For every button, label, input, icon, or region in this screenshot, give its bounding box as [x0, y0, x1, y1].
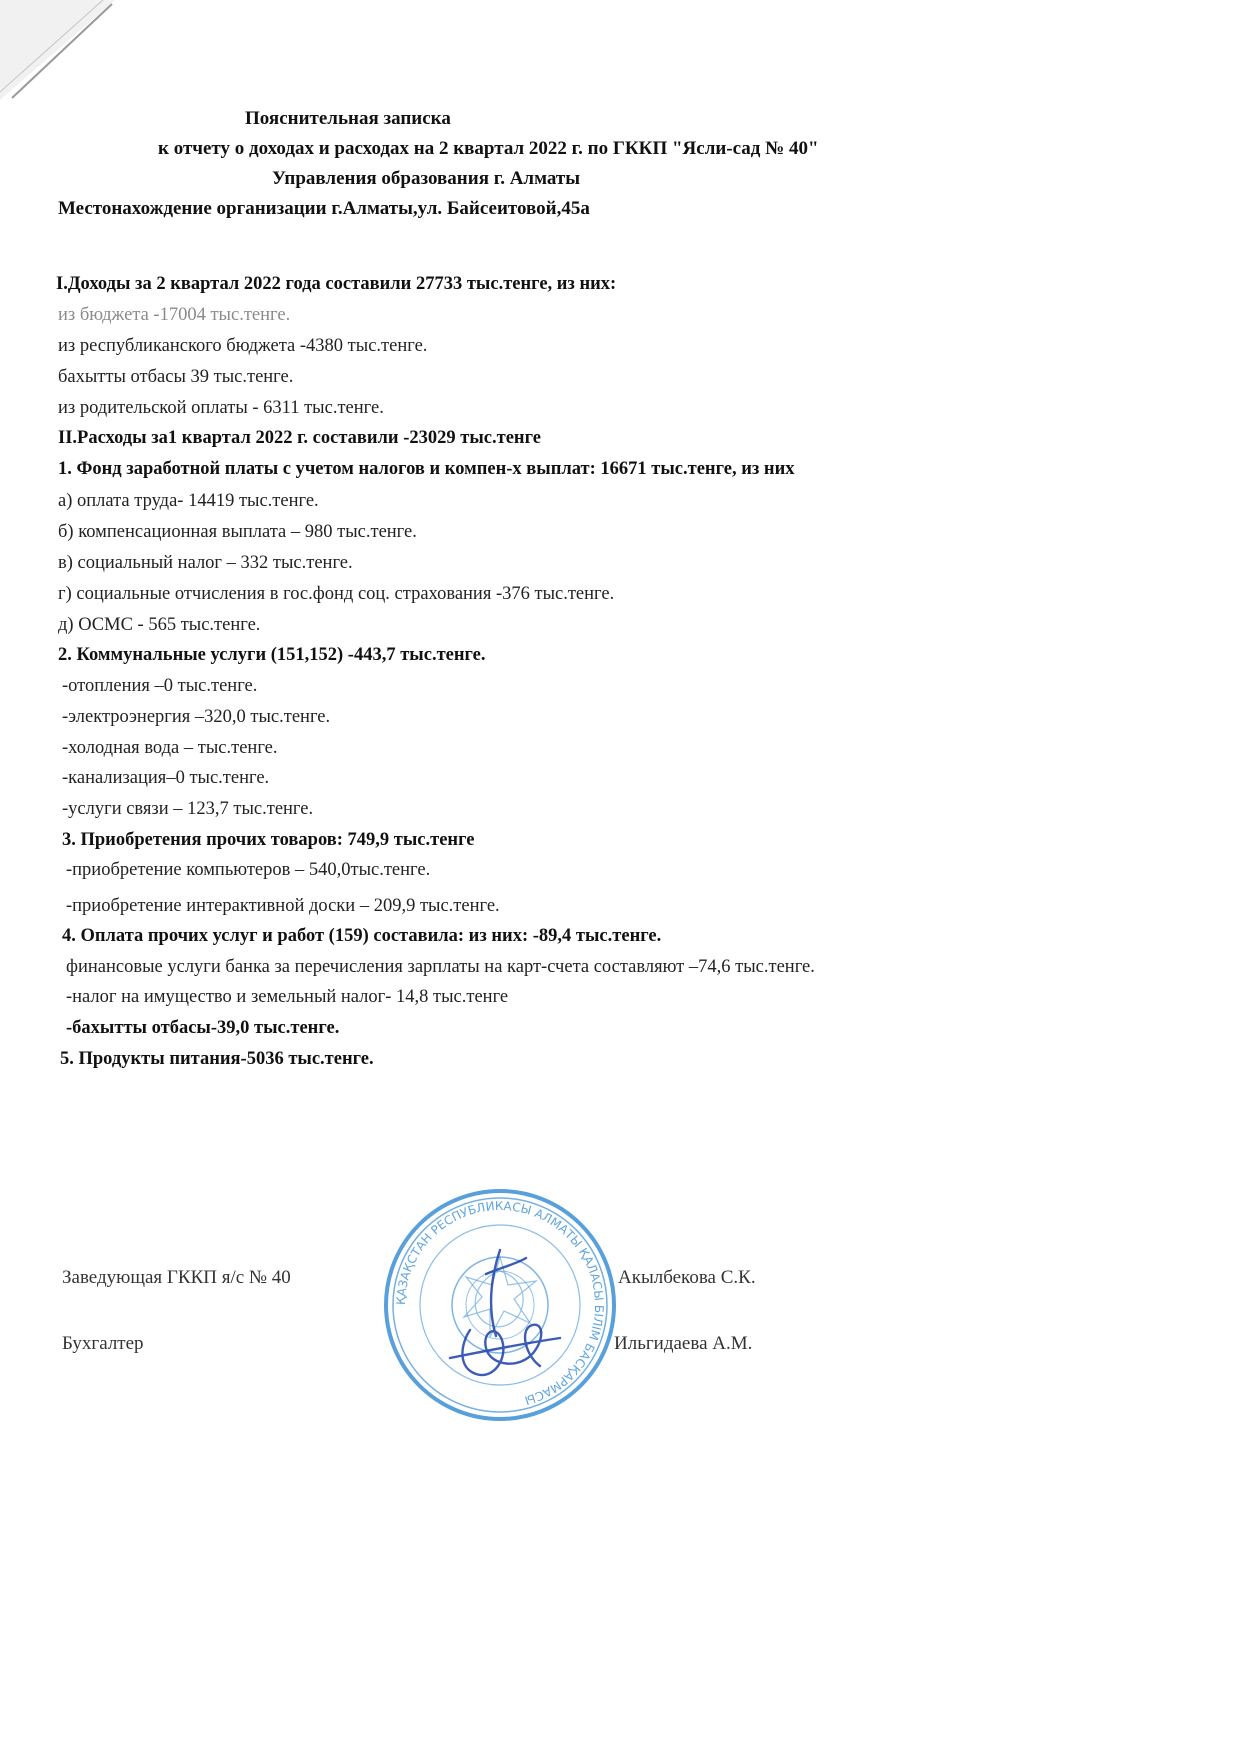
- report-line: б) компенсационная выплата – 980 тыс.тенге.: [58, 522, 417, 542]
- report-line: -приобретение компьютеров – 540,0тыс.тенге.: [66, 860, 431, 880]
- report-line: из родительской оплаты - 6311 тыс.тенге.: [58, 398, 384, 418]
- report-line: II.Расходы за1 квартал 2022 г. составили -23029 тыс.тенге: [58, 428, 541, 448]
- accountant-role: Бухгалтер: [62, 1333, 144, 1354]
- department-line: Управления образования г. Алматы: [272, 168, 581, 189]
- report-line: I.Доходы за 2 квартал 2022 года составили 27733 тыс.тенге, из них:: [56, 274, 617, 294]
- location-line: Местонахождение организации г.Алматы,ул. Байсеитовой,45а: [58, 198, 590, 219]
- report-line: -отопления –0 тыс.тенге.: [62, 676, 258, 696]
- report-line: в) социальный налог – 332 тыс.тенге.: [58, 553, 353, 573]
- report-line: -канализация–0 тыс.тенге.: [62, 768, 270, 788]
- head-role: Заведующая ГККП я/с № 40: [62, 1267, 291, 1288]
- report-line: а) оплата труда- 14419 тыс.тенге.: [58, 491, 319, 511]
- report-line: финансовые услуги банка за перечисления зарплаты на карт-счета составляют –74,6 тыс.тенге.: [66, 957, 815, 977]
- report-line: -холодная вода – тыс.тенге.: [62, 738, 278, 758]
- report-line: -услуги связи – 123,7 тыс.тенге.: [62, 799, 314, 819]
- report-line: из бюджета -17004 тыс.тенге.: [58, 305, 291, 325]
- handwritten-signature: [430, 1240, 570, 1390]
- report-line: д) ОСМС - 565 тыс.тенге.: [58, 615, 261, 635]
- folded-corner: [0, 0, 130, 120]
- report-line: 4. Оплата прочих услуг и работ (159) составила: из них: -89,4 тыс.тенге.: [62, 926, 662, 946]
- report-line: -бахытты отбасы-39,0 тыс.тенге.: [66, 1018, 340, 1038]
- report-line: 3. Приобретения прочих товаров: 749,9 тыс.тенге: [62, 830, 475, 850]
- report-line: -электроэнергия –320,0 тыс.тенге.: [62, 707, 331, 727]
- head-name: Акылбекова С.К.: [618, 1267, 756, 1288]
- svg-text:ҚАЗАҚСТАН РЕСПУБЛИКАСЫ АЛМАТЫ: ҚАЗАҚСТАН РЕСПУБЛИКАСЫ АЛМАТЫ ҚАЛАСЫ БІЛІМ БАСҚАРМАСЫ: [393, 1198, 607, 1408]
- report-line: 2. Коммунальные услуги (151,152) -443,7 тыс.тенге.: [58, 645, 486, 665]
- report-line: -налог на имущество и земельный налог- 14,8 тыс.тенге: [66, 987, 509, 1007]
- report-line: из республиканского бюджета -4380 тыс.тенге.: [58, 336, 428, 356]
- report-line: 1. Фонд заработной платы с учетом налогов и компен-х выплат: 16671 тыс.тенге, из них: [58, 459, 795, 479]
- report-line: бахытты отбасы 39 тыс.тенге.: [58, 367, 294, 387]
- report-line: -приобретение интерактивной доски – 209,9 тыс.тенге.: [66, 896, 500, 916]
- report-line: г) социальные отчисления в гос.фонд соц. страхования -376 тыс.тенге.: [58, 584, 615, 604]
- accountant-name: Ильгидаева А.М.: [614, 1333, 753, 1354]
- document-subtitle: к отчету о доходах и расходах на 2 квартал 2022 г. по ГККП "Ясли-сад № 40": [158, 138, 819, 159]
- report-line: 5. Продукты питания-5036 тыс.тенге.: [60, 1049, 374, 1069]
- document-title: Пояснительная записка: [245, 108, 451, 129]
